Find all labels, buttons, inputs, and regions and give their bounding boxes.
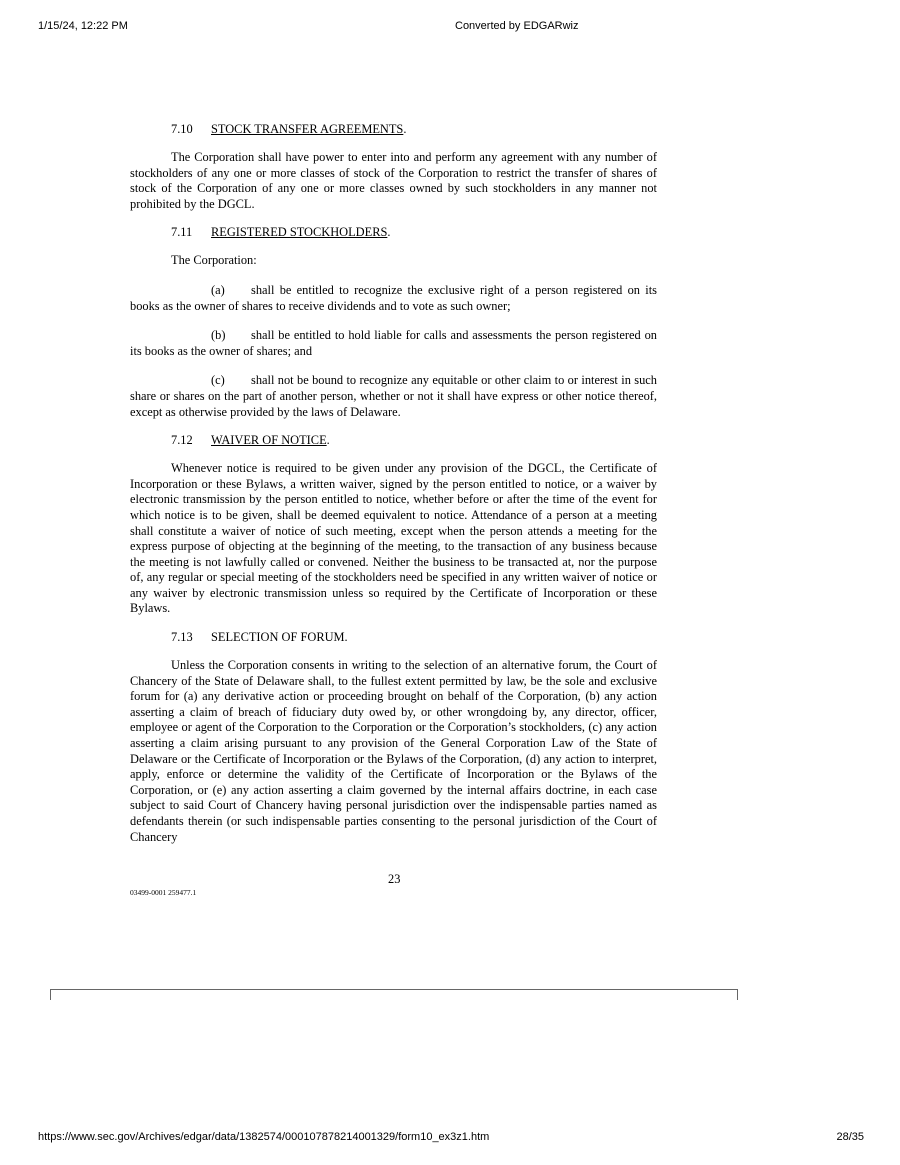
document-id: 03499-0001 259477.1 <box>130 888 197 897</box>
section-paragraph: Whenever notice is required to be given under any provision of the DGCL, the Certificate of Incorporation or these Bylaws, a written waiver, signed by the person entitled to notice, or a waiver by electronic transmission by the person entitled to notice, whether before or after the time of the event for which notice is to be given, shall be deemed equivalent to notice. Attendance of a person at a meeting shall constitute a waiver of notice of such meeting, except when the person attends a meeting for the express purpose of objecting at the beginning of the meeting, to the transaction of any business because the meeting is not lawfully called or convened. Neither the business to be transacted at, nor the purpose of, any regular or special meeting of the stockholders need be specified in any written waiver of notice or any waiver by electronic transmission unless so required by the Certificate of Incorporation or these Bylaws. <box>130 461 657 616</box>
section-title: STOCK TRANSFER AGREEMENTS <box>211 122 404 136</box>
section-heading-7-12: 7.12 WAIVER OF NOTICE. <box>171 433 330 448</box>
section-number: 7.10 <box>171 122 193 136</box>
section-heading-7-13 <box>130 630 657 646</box>
page-frame-divider <box>50 989 738 1000</box>
list-item-b: (b) shall be entitled to hold liable for calls and assessments the person registered on its books as the owner of shares; and <box>130 328 657 358</box>
page-counter: 28/35 <box>836 1131 864 1143</box>
section-number: 7.13 <box>171 630 193 645</box>
section-paragraph: The Corporation shall have power to enter into and perform any agreement with any number of stockholders of any one or more classes of stock of the Corporation to restrict the transfer of shares of stock of the Corporation of any one or more classes owned by such stockholders in any manner not prohibited by the DGCL. <box>130 150 657 211</box>
list-item-a: (a) shall be entitled to recognize the exclusive right of a person registered on its books as the owner of shares to receive dividends and to vote as such owner; <box>130 282 657 313</box>
section-title: REGISTERED STOCKHOLDERS <box>211 225 388 240</box>
section-title: WAIVER OF NOTICE <box>211 433 327 448</box>
source-url: https://www.sec.gov/Archives/edgar/data/1382574/000107878214001329/form10_ex3z1.htm <box>38 1131 490 1143</box>
page-number: 23 <box>388 872 401 886</box>
converter-credit: Converted by EDGARwiz <box>455 20 579 32</box>
section-paragraph: Unless the Corporation consents in writing to the selection of an alternative forum, the Court of Chancery of the State of Delaware shall, to the fullest extent permitted by law, be the sole and exclusive forum for (a) any derivative action or proceeding brought on behalf of the Corporation, (b) any action asserting a claim of breach of fiduciary duty owed by, or other wrongdoing by, any director, officer, employee or agent of the Corporation to the Corporation or the Corporation’s stockholders, (c) any action asserting a claim arising pursuant to any provision of the General Corporation Law of the State of Delaware or the Certificate of Incorporation or the Bylaws of the Corporation, (d) any action to interpret, apply, enforce or determine the validity of the Certificate of Incorporation or the Bylaws of the Corporation, or (e) any action asserting a claim governed by the internal affairs doctrine, in each case subject to said Court of Chancery having personal jurisdiction over the indispensable parties named as defendants therein (or such indispensable parties consenting to the personal jurisdiction of the Court of Chancery <box>130 658 657 844</box>
list-item-c: (c) shall not be bound to recognize any equitable or other claim to or interest in such share or shares on the part of another person, whether or not it shall have express or other notice thereof, except as otherwise provided by the laws of Delaware. <box>130 373 657 419</box>
section-number: 7.12 <box>171 433 193 448</box>
section-heading-7-10: 7.10 STOCK TRANSFER AGREEMENTS. <box>171 122 407 136</box>
section-intro: The Corporation: <box>171 253 257 268</box>
print-datetime: 1/15/24, 12:22 PM <box>38 20 128 32</box>
document-body <box>130 116 657 845</box>
section-heading-7-11: 7.11 REGISTERED STOCKHOLDERS. <box>171 225 391 240</box>
section-title: SELECTION OF FORUM. <box>211 630 348 645</box>
section-number: 7.11 <box>171 225 193 240</box>
